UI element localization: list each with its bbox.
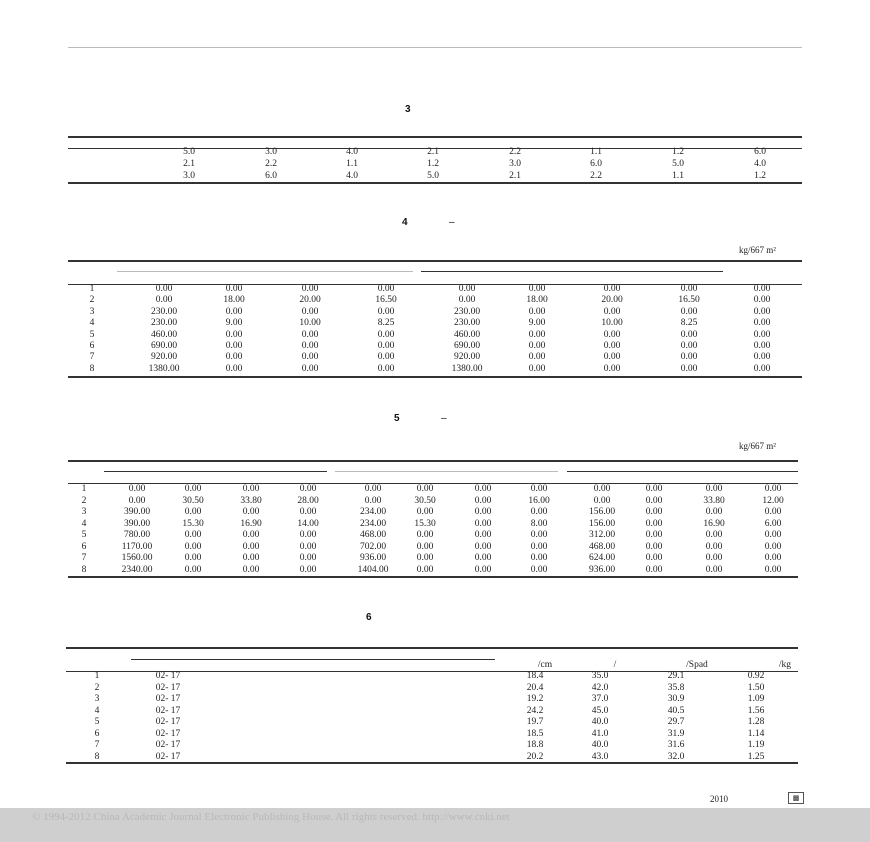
table4-cell: 1380.00 (451, 363, 483, 374)
table4-cell: 0.00 (753, 318, 771, 329)
table6-cell: 40.5 (667, 705, 685, 716)
table5-number: 5 (394, 413, 400, 424)
table4-cell: 16.50 (678, 295, 700, 306)
table5-cell: 0.00 (705, 507, 723, 517)
table3-cell: 2.2 (265, 159, 277, 169)
table5-cell: 0.00 (645, 518, 663, 529)
table5-cell: 0.00 (416, 541, 434, 552)
table6-cell: 35.0 (591, 671, 609, 681)
table5-cell: 16.00 (528, 495, 550, 506)
table5-cell: 0.00 (645, 553, 663, 563)
table5-cell: 0.00 (705, 484, 723, 494)
table5-cell: 0.00 (764, 564, 782, 575)
table5-cell: 0.00 (705, 541, 723, 552)
table6-header-count: / (613, 660, 617, 670)
table4-cell: 0.00 (528, 352, 546, 363)
table6-bottom-rule (66, 762, 798, 764)
table3-bottom-rule (68, 182, 802, 184)
table5-cell: 4 (81, 518, 87, 529)
table3-cell: 5.0 (672, 159, 684, 169)
table4-cell: 920.00 (453, 352, 481, 363)
table5-cell: 0.00 (474, 530, 492, 540)
table4-cell: 20.00 (299, 295, 321, 306)
table6-cell: 5 (94, 717, 100, 727)
table6-cell: 02- 17 (155, 705, 181, 716)
table5-cell: 390.00 (123, 518, 151, 529)
table3-cell: 1.1 (346, 159, 358, 169)
table3-cell: 2.1 (183, 159, 195, 169)
table4-cell: 9.00 (528, 318, 546, 329)
table6-cell: 19.7 (526, 717, 544, 727)
table6-cell: 0.92 (747, 671, 765, 681)
table5-cell: 0.00 (474, 495, 492, 506)
table6-cell: 02- 17 (155, 751, 181, 762)
table5-cell: 33.80 (240, 495, 262, 506)
table3-cell: 2.1 (509, 171, 521, 181)
table6-cell: 30.9 (667, 694, 685, 704)
table4-cell: 18.00 (526, 295, 548, 306)
table4-cell: 0.00 (225, 306, 243, 317)
table5-cell: 0.00 (593, 495, 611, 506)
table3-cell: 3.0 (183, 171, 195, 181)
table5-cell: 0.00 (128, 484, 146, 494)
table5-cell: 936.00 (359, 553, 387, 563)
table4-cell: 0.00 (377, 352, 395, 363)
table5-cell: 15.30 (182, 518, 204, 529)
table5-cell: 16.90 (240, 518, 262, 529)
table6-cell: 3 (94, 694, 100, 704)
table5-cell: 0.00 (242, 541, 260, 552)
table4-cell: 0.00 (458, 295, 476, 306)
table5-group-rule-3 (567, 471, 798, 472)
table5-cell: 468.00 (588, 541, 616, 552)
table3-cell: 6.0 (754, 147, 766, 157)
table4-cell: 1380.00 (148, 363, 180, 374)
table6-header-yield: /kg (778, 660, 792, 670)
table5-cell: 5 (81, 530, 87, 540)
table4-dash: – (449, 217, 455, 228)
table5-cell: 0.00 (530, 507, 548, 517)
table6-cell: 19.2 (526, 694, 544, 704)
table6-cell: 6 (94, 728, 100, 739)
table4-cell: 1 (89, 284, 95, 294)
table6-cell: 1.09 (747, 694, 765, 704)
table5-cell: 6.00 (764, 518, 782, 529)
table4-cell: 10.00 (299, 318, 321, 329)
table4-cell: 0.00 (225, 363, 243, 374)
table4-cell: 230.00 (453, 318, 481, 329)
table3-cell: 1.2 (672, 147, 684, 157)
table4-cell: 460.00 (150, 329, 178, 340)
table4-cell: 0.00 (680, 329, 698, 340)
table5-cell: 0.00 (184, 530, 202, 540)
table4-cell: 8.25 (680, 318, 698, 329)
table5-cell: 936.00 (588, 564, 616, 575)
table5-cell: 0.00 (705, 530, 723, 540)
table6-cell: 40.0 (591, 717, 609, 727)
table5-cell: 8 (81, 564, 87, 575)
table6-cell: 45.0 (591, 705, 609, 716)
table4-cell: 7 (89, 352, 95, 363)
table3-cell: 5.0 (427, 171, 439, 181)
table4-cell: 0.00 (753, 284, 771, 294)
table4-cell: 0.00 (377, 329, 395, 340)
table5-cell: 15.30 (414, 518, 436, 529)
table6-cell: 37.0 (591, 694, 609, 704)
table4-cell: 10.00 (601, 318, 623, 329)
table3-cell: 2.2 (509, 147, 521, 157)
table6-cell: 40.0 (591, 740, 609, 750)
table4-number: 4 (402, 217, 408, 228)
table6-cell: 20.2 (526, 751, 544, 762)
table5-cell: 0.00 (530, 541, 548, 552)
copyright-text: © 1994-2012 China Academic Journal Electronic Publishing House. All rights reserved. http://www.cnki.net (32, 811, 510, 823)
table5-cell: 0.00 (645, 484, 663, 494)
table5-cell: 6 (81, 541, 87, 552)
table4-cell: 0.00 (528, 306, 546, 317)
table5-cell: 0.00 (242, 530, 260, 540)
table6-cell: 18.5 (526, 728, 544, 739)
table4-cell: 0.00 (225, 284, 243, 294)
table5-cell: 0.00 (416, 530, 434, 540)
table4-cell: 0.00 (753, 352, 771, 363)
table4-cell: 0.00 (155, 284, 173, 294)
table6-header-height: /cm (537, 660, 553, 670)
table5-cell: 0.00 (416, 507, 434, 517)
table5-cell: 0.00 (593, 484, 611, 494)
table3-cell: 4.0 (346, 147, 358, 157)
table3-cell: 6.0 (590, 159, 602, 169)
table5-cell: 0.00 (645, 541, 663, 552)
table4-cell: 690.00 (150, 341, 178, 351)
table5-cell: 0.00 (474, 564, 492, 575)
table5-cell: 312.00 (588, 530, 616, 540)
table5-cell: 16.90 (703, 518, 725, 529)
table5-cell: 0.00 (242, 507, 260, 517)
table5-cell: 0.00 (416, 564, 434, 575)
table3-cell: 4.0 (346, 171, 358, 181)
table4-cell: 0.00 (528, 341, 546, 351)
table6-cell: 02- 17 (155, 682, 181, 693)
table4-cell: 0.00 (301, 284, 319, 294)
table5-cell: 0.00 (416, 553, 434, 563)
table4-cell: 0.00 (458, 284, 476, 294)
table3-cell: 2.2 (590, 171, 602, 181)
table5-cell: 0.00 (705, 564, 723, 575)
table5-cell: 0.00 (364, 495, 382, 506)
table4-cell: 0.00 (528, 329, 546, 340)
table5-cell: 0.00 (764, 553, 782, 563)
table5-cell: 0.00 (645, 495, 663, 506)
table5-cell: 1170.00 (121, 541, 153, 552)
table4-cell: 230.00 (453, 306, 481, 317)
table3-cell: 1.1 (590, 147, 602, 157)
table5-cell: 1404.00 (357, 564, 389, 575)
table5-cell: 0.00 (416, 484, 434, 494)
table4-cell: 0.00 (603, 352, 621, 363)
table4-cell: 0.00 (603, 284, 621, 294)
table6-cell: 7 (94, 740, 100, 750)
table4-cell: 0.00 (155, 295, 173, 306)
table6-cell: 02- 17 (155, 694, 181, 704)
table3-cell: 4.0 (754, 159, 766, 169)
table3-cell: 5.0 (183, 147, 195, 157)
table5-cell: 0.00 (705, 553, 723, 563)
table6-cell: 31.9 (667, 728, 685, 739)
table5-cell: 2340.00 (121, 564, 153, 575)
table4-cell: 0.00 (301, 363, 319, 374)
page-number-box (788, 792, 804, 804)
table5-cell: 0.00 (474, 541, 492, 552)
table5-group-rule-1 (104, 471, 327, 472)
table5-cell: 3 (81, 507, 87, 517)
table4-cell: 0.00 (603, 363, 621, 374)
table5-cell: 0.00 (128, 495, 146, 506)
table4-cell: 8 (89, 363, 95, 374)
table6-cell: 02- 17 (155, 740, 181, 750)
table4-cell: 0.00 (680, 352, 698, 363)
table4-group-rule-left (117, 271, 413, 272)
table4-cell: 460.00 (453, 329, 481, 340)
table5-cell: 33.80 (703, 495, 725, 506)
table5-cell: 0.00 (299, 484, 317, 494)
table6-cell: 42.0 (591, 682, 609, 693)
table4-cell: 0.00 (753, 363, 771, 374)
table5-cell: 0.00 (474, 518, 492, 529)
table5-cell: 30.50 (182, 495, 204, 506)
table6-cell: 18.8 (526, 740, 544, 750)
table4-cell: 0.00 (377, 284, 395, 294)
table4-cell: 0.00 (603, 306, 621, 317)
table4-cell: 3 (89, 306, 95, 317)
table5-cell: 2 (81, 495, 87, 506)
table6-cell: 31.6 (667, 740, 685, 750)
table6-cell: 1.50 (747, 682, 765, 693)
table4-cell: 0.00 (753, 306, 771, 317)
table5-top-rule (68, 460, 798, 462)
table4-cell: 0.00 (301, 306, 319, 317)
table5-cell: 0.00 (474, 484, 492, 494)
table6-cell: 32.0 (667, 751, 685, 762)
table5-cell: 0.00 (645, 564, 663, 575)
table4-top-rule (68, 260, 802, 262)
table5-cell: 468.00 (359, 530, 387, 540)
table6-cell: 20.4 (526, 682, 544, 693)
table4-cell: 8.25 (377, 318, 395, 329)
page-number-icon: ▩ (792, 794, 800, 802)
table3-cell: 3.0 (509, 159, 521, 169)
table5-cell: 0.00 (474, 553, 492, 563)
table4-group-rule-right (421, 271, 723, 272)
table5-cell: 0.00 (184, 541, 202, 552)
table3-number: 3 (405, 104, 411, 115)
table4-cell: 0.00 (377, 306, 395, 317)
table5-group-rule-2 (335, 471, 558, 472)
table5-cell: 0.00 (764, 484, 782, 494)
table5-dash: – (441, 413, 447, 424)
table6-cell: 02- 17 (155, 728, 181, 739)
table4-cell: 0.00 (753, 295, 771, 306)
table5-cell: 14.00 (297, 518, 319, 529)
table3-cell: 1.2 (754, 171, 766, 181)
table4-cell: 0.00 (753, 329, 771, 340)
table5-cell: 0.00 (530, 530, 548, 540)
table6-cell: 18.4 (526, 671, 544, 681)
table4-cell: 0.00 (528, 363, 546, 374)
table5-cell: 0.00 (764, 530, 782, 540)
table5-cell: 0.00 (242, 553, 260, 563)
table5-cell: 0.00 (645, 530, 663, 540)
table5-cell: 0.00 (184, 484, 202, 494)
table3-cell: 1.2 (427, 159, 439, 169)
table5-cell: 702.00 (359, 541, 387, 552)
table5-cell: 156.00 (588, 507, 616, 517)
table4-cell: 0.00 (377, 363, 395, 374)
table4-cell: 0.00 (377, 341, 395, 351)
table6-cell: 2 (94, 682, 100, 693)
page-header-rule (68, 47, 802, 48)
table6-cell: 1.19 (747, 740, 765, 750)
table4-unit: kg/667 m² (739, 245, 776, 255)
table5-cell: 780.00 (123, 530, 151, 540)
table3-cell: 1.1 (672, 171, 684, 181)
table5-cell: 0.00 (299, 564, 317, 575)
table4-cell: 0.00 (528, 284, 546, 294)
table5-cell: 30.50 (414, 495, 436, 506)
table4-cell: 4 (89, 318, 95, 329)
table4-cell: 0.00 (301, 352, 319, 363)
table4-cell: 0.00 (753, 341, 771, 351)
table5-cell: 0.00 (242, 564, 260, 575)
table4-cell: 0.00 (603, 341, 621, 351)
table6-group-rule (131, 659, 495, 660)
table5-cell: 0.00 (474, 507, 492, 517)
table5-cell: 390.00 (123, 507, 151, 517)
page-year: 2010 (710, 794, 728, 804)
table3-cell: 3.0 (265, 147, 277, 157)
table5-cell: 624.00 (588, 553, 616, 563)
table4-cell: 0.00 (680, 306, 698, 317)
table5-cell: 234.00 (359, 507, 387, 517)
table4-bottom-rule (68, 376, 802, 378)
table3-cell: 2.1 (427, 147, 439, 157)
table4-cell: 230.00 (150, 318, 178, 329)
table6-cell: 24.2 (526, 705, 544, 716)
table6-cell: 1 (94, 671, 100, 681)
table5-cell: 0.00 (764, 541, 782, 552)
table4-cell: 0.00 (225, 352, 243, 363)
table4-cell: 20.00 (601, 295, 623, 306)
table5-cell: 0.00 (299, 507, 317, 517)
table5-cell: 7 (81, 553, 87, 563)
table4-cell: 2 (89, 295, 95, 306)
table6-cell: 02- 17 (155, 717, 181, 727)
table6-cell: 41.0 (591, 728, 609, 739)
table6-cell: 43.0 (591, 751, 609, 762)
table6-cell: 02- 17 (155, 671, 181, 681)
table6-cell: 1.14 (747, 728, 765, 739)
table5-cell: 0.00 (530, 564, 548, 575)
table4-cell: 0.00 (680, 341, 698, 351)
table6-cell: 1.56 (747, 705, 765, 716)
table5-bottom-rule (68, 576, 798, 578)
table6-cell: 1.25 (747, 751, 765, 762)
table6-cell: 29.7 (667, 717, 685, 727)
table4-cell: 9.00 (225, 318, 243, 329)
table5-cell: 0.00 (299, 541, 317, 552)
table5-cell: 0.00 (184, 564, 202, 575)
table4-cell: 16.50 (375, 295, 397, 306)
table6-cell: 8 (94, 751, 100, 762)
table3-top-rule (68, 136, 802, 138)
table4-cell: 0.00 (301, 329, 319, 340)
table4-cell: 0.00 (680, 284, 698, 294)
table5-cell: 156.00 (588, 518, 616, 529)
table6-cell: 1.28 (747, 717, 765, 727)
table3-cell: 6.0 (265, 171, 277, 181)
table5-cell: 0.00 (184, 507, 202, 517)
table4-cell: 690.00 (453, 341, 481, 351)
table5-cell: 0.00 (530, 553, 548, 563)
table5-cell: 0.00 (299, 553, 317, 563)
table5-cell: 1 (81, 484, 87, 494)
table5-cell: 28.00 (297, 495, 319, 506)
table4-cell: 18.00 (223, 295, 245, 306)
table6-header-spad: /Spad (686, 660, 708, 670)
table5-cell: 8.00 (530, 518, 548, 529)
table5-cell: 0.00 (530, 484, 548, 494)
table6-cell: 35.8 (667, 682, 685, 693)
table5-cell: 0.00 (299, 530, 317, 540)
table5-cell: 0.00 (242, 484, 260, 494)
table4-cell: 0.00 (225, 341, 243, 351)
table4-cell: 6 (89, 341, 95, 351)
table5-cell: 12.00 (762, 495, 784, 506)
table5-cell: 0.00 (764, 507, 782, 517)
table4-cell: 0.00 (225, 329, 243, 340)
table6-top-rule (66, 647, 798, 649)
table5-cell: 0.00 (645, 507, 663, 517)
table6-cell: 4 (94, 705, 100, 716)
table4-cell: 230.00 (150, 306, 178, 317)
table5-cell: 1560.00 (121, 553, 153, 563)
table4-cell: 0.00 (603, 329, 621, 340)
table6-number: 6 (366, 612, 372, 623)
table4-cell: 920.00 (150, 352, 178, 363)
table5-cell: 234.00 (359, 518, 387, 529)
table4-cell: 0.00 (301, 341, 319, 351)
table5-cell: 0.00 (184, 553, 202, 563)
table4-cell: 5 (89, 329, 95, 340)
table4-cell: 0.00 (680, 363, 698, 374)
table6-cell: 29.1 (667, 671, 685, 681)
table5-unit: kg/667 m² (739, 441, 776, 451)
table5-cell: 0.00 (364, 484, 382, 494)
